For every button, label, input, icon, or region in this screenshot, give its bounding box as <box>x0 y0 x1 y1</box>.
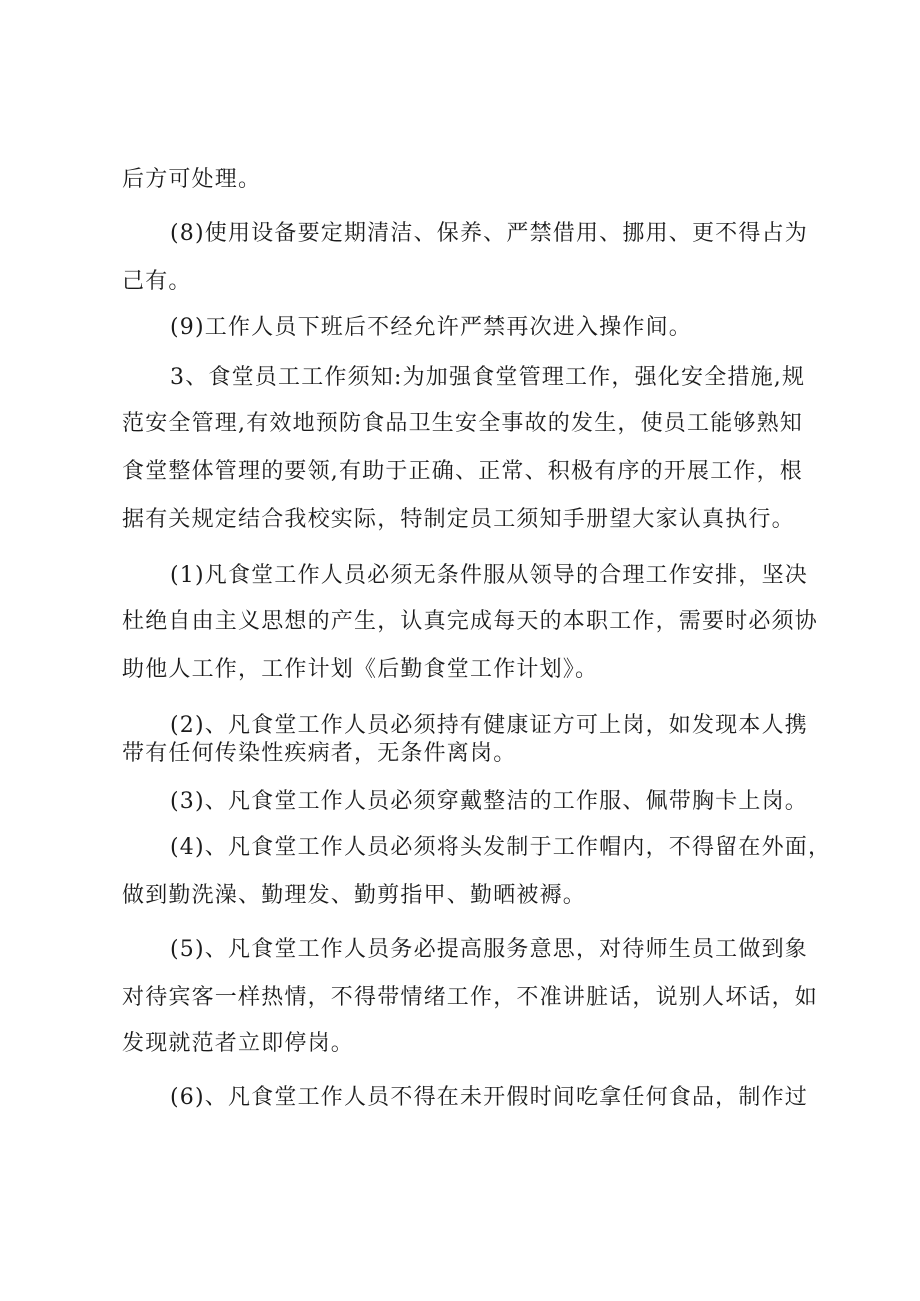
paragraph-section-3-line-3: 食堂整体管理的要领,有助于正确、正常、积极有序的开展工作，根 <box>122 459 803 484</box>
paragraph-rule-5-line-1: (5)、凡食堂工作人员务必提高服务意思，对待师生员工做到象 <box>170 937 808 962</box>
paragraph-section-3-line-2: 范安全管理,有效地预防食品卫生安全事故的发生，使员工能够熟知 <box>122 411 803 436</box>
paragraph-section-3-line-4: 据有关规定结合我校实际，特制定员工须知手册望大家认真执行。 <box>122 507 795 532</box>
paragraph-rule-1-line-3: 助他人工作，工作计划《后勤食堂工作计划》。 <box>122 657 599 682</box>
paragraph-rule-6-line-1: (6)、凡食堂工作人员不得在未开假时间吃拿任何食品，制作过 <box>170 1085 808 1110</box>
paragraph-rule-1-line-2: 杜绝自由主义思想的产生，认真完成每天的本职工作，需要时必须协 <box>122 609 819 634</box>
paragraph-rule-2-line-1: (2)、凡食堂工作人员必须持有健康证方可上岗，如发现本人携 <box>170 713 808 738</box>
paragraph-rule-4-line-2: 做到勤洗澡、勤理发、勤剪指甲、勤晒被褥。 <box>122 883 587 908</box>
paragraph-rule-4-line-1: (4)、凡食堂工作人员必须将头发制于工作帽内，不得留在外面， <box>170 835 832 860</box>
paragraph-item-8-line-2: 己有。 <box>122 269 192 294</box>
paragraph-rule-5-line-3: 发现就范者立即停岗。 <box>122 1031 355 1056</box>
paragraph-rule-2-line-2: 带有任何传染性疾病者，无条件离岗。 <box>122 741 517 766</box>
paragraph-rule-1-line-1: (1)凡食堂工作人员必须无条件服从领导的合理工作安排，坚决 <box>170 563 808 588</box>
paragraph-section-3-line-1: 3、食堂员工工作须知:为加强食堂管理工作，强化安全措施,规 <box>170 365 806 390</box>
paragraph-item-8-line-1: (8)使用设备要定期清洁、保养、严禁借用、挪用、更不得占为 <box>170 221 808 246</box>
paragraph-continuation-line-1: 后方可处理。 <box>122 167 262 192</box>
paragraph-rule-5-line-2: 对待宾客一样热情，不得带情绪工作，不准讲脏话，说别人坏话，如 <box>122 985 819 1010</box>
paragraph-rule-3-line-1: (3)、凡食堂工作人员必须穿戴整洁的工作服、佩带胸卡上岗。 <box>170 789 808 814</box>
paragraph-item-9-line-1: (9)工作人员下班后不经允许严禁再次进入操作间。 <box>170 315 692 340</box>
